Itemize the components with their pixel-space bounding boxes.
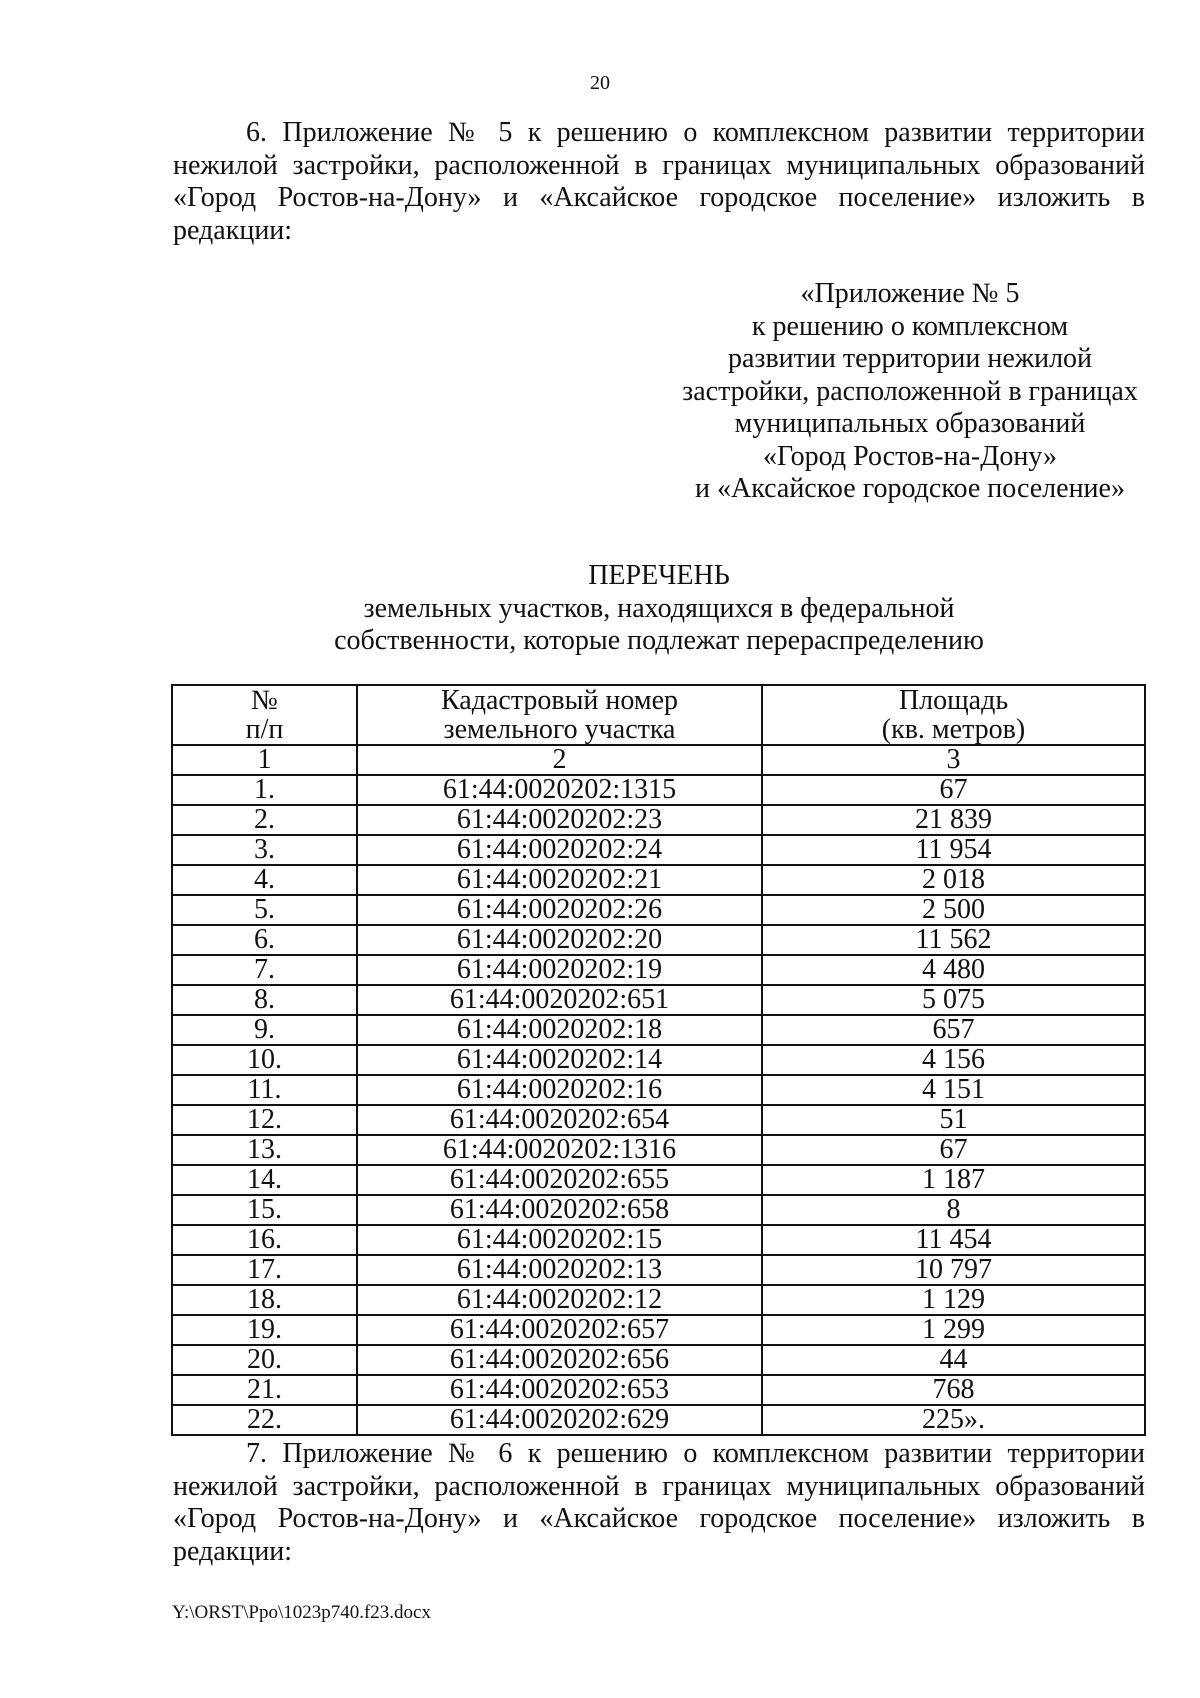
- row-number-cell: 20.: [172, 1345, 357, 1375]
- row-number-cell: 17.: [172, 1255, 357, 1285]
- row-number-cell: 3.: [172, 835, 357, 865]
- table-row: [172, 955, 1145, 985]
- paragraph-amendment-7: 7. Приложение № 6 к решению о комплексном развитии территории нежилой застройки, расположенной в границах муниципальных образований «Город Ростов-на-Дону» и «Аксайское городское поселение» изложить в редакции:: [173, 1438, 1145, 1567]
- list-subtitle-line: собственности, которые подлежат перераспределению: [334, 625, 984, 656]
- cadastral-number-cell: 61:44:0020202:656: [357, 1345, 762, 1375]
- row-number-cell: 2.: [172, 805, 357, 835]
- table-row: [172, 1045, 1145, 1075]
- area-cell: 4 480: [762, 955, 1145, 985]
- row-number-cell: 22.: [172, 1405, 357, 1435]
- row-number-cell: 4.: [172, 865, 357, 895]
- area-cell: 768: [762, 1375, 1145, 1405]
- row-number-cell: 19.: [172, 1315, 357, 1345]
- cadastral-number-cell: 61:44:0020202:19: [357, 955, 762, 985]
- table-row: [172, 1135, 1145, 1165]
- table-body: [172, 745, 1145, 1435]
- list-title: [173, 560, 1145, 658]
- footer-file-path: Y:\ORST\Ppo\1023p740.f23.docx: [172, 1602, 431, 1623]
- row-number-cell: 11.: [172, 1075, 357, 1105]
- cadastral-number-cell: 61:44:0020202:14: [357, 1045, 762, 1075]
- cadastral-number-cell: 61:44:0020202:15: [357, 1225, 762, 1255]
- table-row: [172, 1405, 1145, 1435]
- row-number-cell: 10.: [172, 1045, 357, 1075]
- cadastral-number-cell: 61:44:0020202:21: [357, 865, 762, 895]
- table-row: [172, 805, 1145, 835]
- header-line: п/п: [245, 714, 284, 745]
- table-row: [172, 775, 1145, 805]
- area-cell: 1 299: [762, 1315, 1145, 1345]
- cadastral-number-cell: 61:44:0020202:651: [357, 985, 762, 1015]
- area-cell: 5 075: [762, 985, 1145, 1015]
- header-line: Кадастровый номер: [440, 685, 679, 716]
- appendix-header-line: муниципальных образований: [734, 408, 1086, 439]
- header-line: №: [251, 685, 278, 716]
- area-cell: 10 797: [762, 1255, 1145, 1285]
- cadastral-number-cell: 61:44:0020202:658: [357, 1195, 762, 1225]
- cadastral-number-cell: 61:44:0020202:657: [357, 1315, 762, 1345]
- header-line: Площадь: [898, 685, 1009, 716]
- area-cell: 225».: [762, 1405, 1145, 1435]
- table-row: [172, 985, 1145, 1015]
- table-header-row: [172, 685, 1145, 745]
- table-row: [172, 1315, 1145, 1345]
- appendix-header-line: «Приложение № 5: [800, 278, 1020, 309]
- table-row: [172, 1195, 1145, 1225]
- cadastral-number-cell: 61:44:0020202:24: [357, 835, 762, 865]
- appendix-header-line: «Город Ростов-на-Дону»: [762, 440, 1058, 472]
- table-row: [172, 1225, 1145, 1255]
- appendix-header-line: к решению о комплексном: [751, 310, 1069, 342]
- table-row: [172, 1075, 1145, 1105]
- header-area: [762, 685, 1145, 745]
- area-cell: 8: [762, 1195, 1145, 1225]
- area-cell: 4 151: [762, 1075, 1145, 1105]
- row-number-cell: 16.: [172, 1225, 357, 1255]
- table-row: [172, 925, 1145, 955]
- area-cell: 1 187: [762, 1165, 1145, 1195]
- cadastral-number-cell: 61:44:0020202:629: [357, 1405, 762, 1435]
- row-number-cell: 12.: [172, 1105, 357, 1135]
- table-row: [172, 1285, 1145, 1315]
- header-cadastral-number: [357, 685, 762, 745]
- area-cell: 1 129: [762, 1285, 1145, 1315]
- table-row: [172, 1105, 1145, 1135]
- cadastral-number-cell: 61:44:0020202:13: [357, 1255, 762, 1285]
- table-row: [172, 865, 1145, 895]
- column-number: 3: [762, 745, 1145, 775]
- area-cell: 4 156: [762, 1045, 1145, 1075]
- appendix-header-line: развитии территории нежилой: [727, 343, 1093, 374]
- table-row: [172, 1255, 1145, 1285]
- column-number: 2: [357, 745, 762, 775]
- area-cell: 67: [762, 1135, 1145, 1165]
- area-cell: 51: [762, 1105, 1145, 1135]
- row-number-cell: 14.: [172, 1165, 357, 1195]
- row-number-cell: 18.: [172, 1285, 357, 1315]
- area-cell: 2 500: [762, 895, 1145, 925]
- land-plots-table: [171, 684, 1146, 1436]
- appendix-header-line: застройки, расположенной в границах: [682, 375, 1138, 407]
- table-row: [172, 835, 1145, 865]
- area-cell: 21 839: [762, 805, 1145, 835]
- row-number-cell: 7.: [172, 955, 357, 985]
- cadastral-number-cell: 61:44:0020202:20: [357, 925, 762, 955]
- list-subtitle-line: земельных участков, находящихся в федеральной: [363, 592, 955, 624]
- header-line: (кв. метров): [881, 714, 1026, 745]
- table-row: [172, 1345, 1145, 1375]
- area-cell: 657: [762, 1015, 1145, 1045]
- cadastral-number-cell: 61:44:0020202:654: [357, 1105, 762, 1135]
- row-number-cell: 13.: [172, 1135, 357, 1165]
- cadastral-number-cell: 61:44:0020202:655: [357, 1165, 762, 1195]
- row-number-cell: 9.: [172, 1015, 357, 1045]
- area-cell: 11 954: [762, 835, 1145, 865]
- cadastral-number-cell: 61:44:0020202:12: [357, 1285, 762, 1315]
- row-number-cell: 21.: [172, 1375, 357, 1405]
- appendix-header-line: и «Аксайское городское поселение»: [695, 473, 1125, 504]
- area-cell: 11 562: [762, 925, 1145, 955]
- row-number-cell: 1.: [172, 775, 357, 805]
- area-cell: 2 018: [762, 865, 1145, 895]
- header-line: земельного участка: [443, 714, 676, 745]
- column-number: 1: [172, 745, 357, 775]
- appendix-header: [670, 278, 1150, 506]
- row-number-cell: 8.: [172, 985, 357, 1015]
- area-cell: 11 454: [762, 1225, 1145, 1255]
- row-number-cell: 15.: [172, 1195, 357, 1225]
- paragraph-amendment-6: 6. Приложение № 5 к решению о комплексном развитии территории нежилой застройки, расположенной в границах муниципальных образований «Город Ростов-на-Дону» и «Аксайское городское поселение» изложить в редакции:: [173, 117, 1145, 246]
- column-number-row: [172, 745, 1145, 775]
- cadastral-number-cell: 61:44:0020202:1316: [357, 1135, 762, 1165]
- cadastral-number-cell: 61:44:0020202:653: [357, 1375, 762, 1405]
- row-number-cell: 6.: [172, 925, 357, 955]
- cadastral-number-cell: 61:44:0020202:26: [357, 895, 762, 925]
- area-cell: 67: [762, 775, 1145, 805]
- row-number-cell: 5.: [172, 895, 357, 925]
- table-header: [172, 685, 1145, 745]
- table-row: [172, 1165, 1145, 1195]
- cadastral-number-cell: 61:44:0020202:1315: [357, 775, 762, 805]
- cadastral-number-cell: 61:44:0020202:16: [357, 1075, 762, 1105]
- list-heading: ПЕРЕЧЕНЬ: [588, 560, 730, 591]
- cadastral-number-cell: 61:44:0020202:18: [357, 1015, 762, 1045]
- header-number: [172, 685, 357, 745]
- table-row: [172, 1015, 1145, 1045]
- page-number: 20: [590, 72, 610, 94]
- table-row: [172, 895, 1145, 925]
- area-cell: 44: [762, 1345, 1145, 1375]
- cadastral-number-cell: 61:44:0020202:23: [357, 805, 762, 835]
- table-row: [172, 1375, 1145, 1405]
